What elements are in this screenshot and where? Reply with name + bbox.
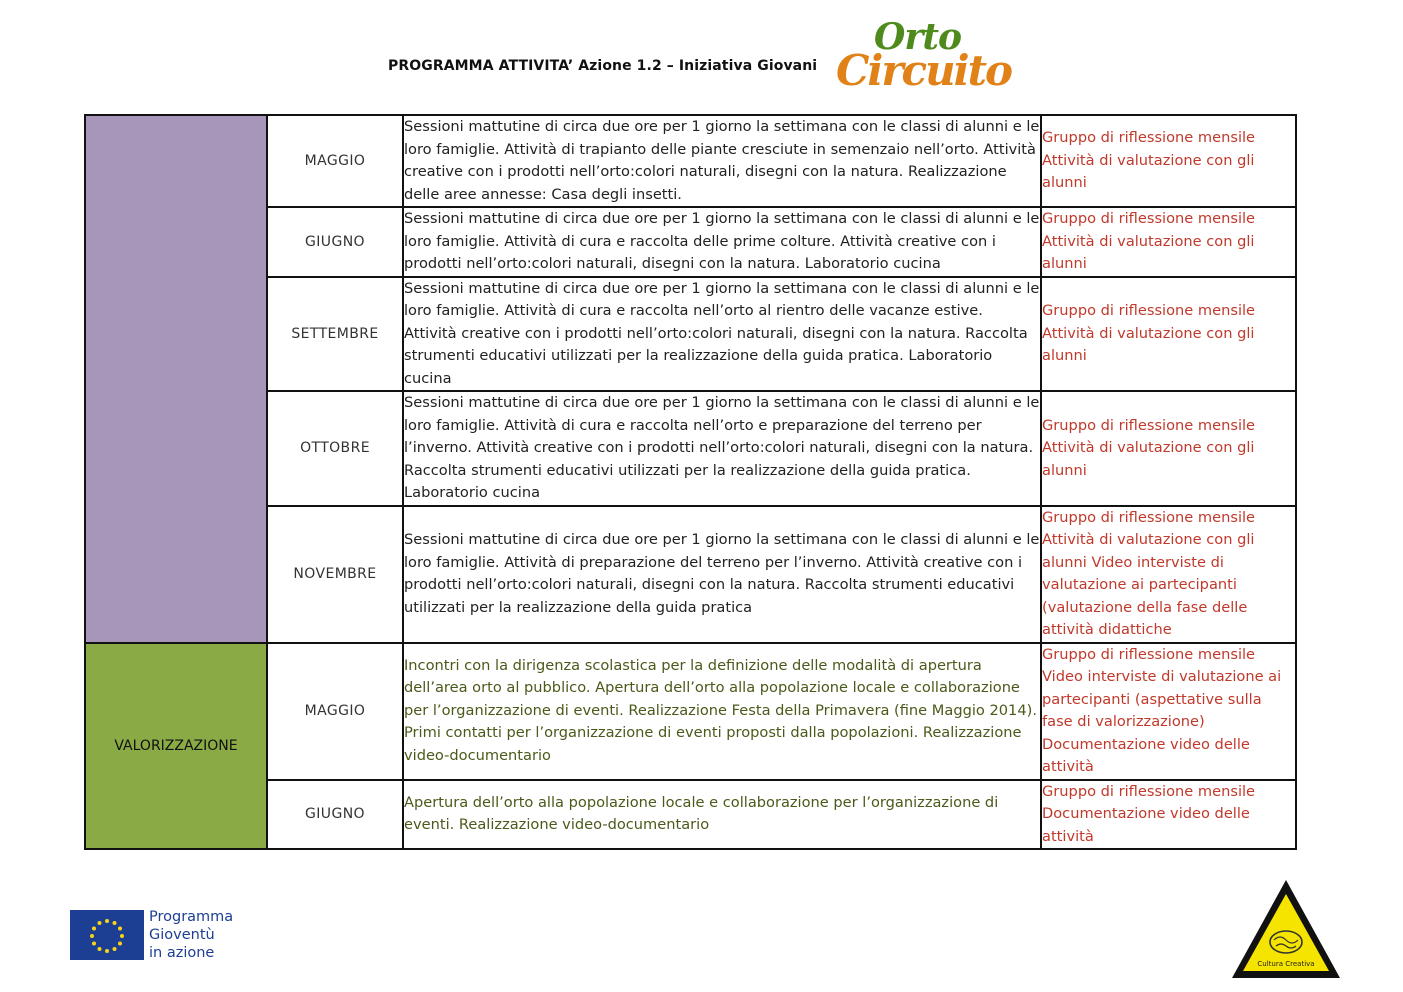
month-cell: OTTOBRE <box>267 391 403 506</box>
page-title: PROGRAMMA ATTIVITA’ Azione 1.2 – Iniziativa Giovani <box>388 58 818 74</box>
activity-program-table <box>84 114 1297 850</box>
description-cell: Incontri con la dirigenza scolastica per la definizione delle modalità di apertura dell’area orto al pubblico. Apertura dell’orto alla popolazione locale e collaborazione per l’organizzazione di eventi. Realizzazione Festa della Primavera (fine Maggio 2014). Primi contatti per l’organizzazione di eventi proposti dalla popolazioni. Realizzazione video-documentario <box>403 643 1041 780</box>
month-cell: GIUGNO <box>267 780 403 850</box>
month-cell: SETTEMBRE <box>267 277 403 392</box>
cultura-creativa-warning-logo <box>1230 878 1342 980</box>
notes-cell: Gruppo di riflessione mensile Attività di valutazione con gli alunni <box>1041 207 1296 277</box>
logo-line-2: Circuito <box>836 46 1011 95</box>
table-row <box>85 115 1296 207</box>
description-cell: Sessioni mattutine di circa due ore per 1 giorno la settimana con le classi di alunni e le loro famiglie. Attività di preparazione del terreno per l’inverno. Attività creative con i prodotti nell’orto:colori naturali, disegni con la natura. Raccolta strumenti educativi utilizzati per la realizzazione della guida pratica <box>403 506 1041 643</box>
phase-cell-first <box>85 115 267 643</box>
notes-cell: Gruppo di riflessione mensile Attività di valutazione con gli alunni <box>1041 277 1296 392</box>
table-row <box>85 391 1296 506</box>
month-cell: NOVEMBRE <box>267 506 403 643</box>
notes-cell: Gruppo di riflessione mensile Video interviste di valutazione ai partecipanti (aspettative sulla fase di valorizzazione) Documentazione video delle attività <box>1041 643 1296 780</box>
logo-line-1: Orto <box>874 16 961 58</box>
table-row <box>85 207 1296 277</box>
notes-cell: Gruppo di riflessione mensile Attività di valutazione con gli alunni <box>1041 391 1296 506</box>
eu-flag-icon <box>70 910 144 960</box>
eu-youth-in-action-logo <box>70 908 270 962</box>
description-cell: Sessioni mattutine di circa due ore per 1 giorno la settimana con le classi di alunni e le loro famiglie. Attività di cura e raccolta nell’orto e preparazione del terreno per l’inverno. Attività creative con i prodotti nell’orto:colori naturali, disegni con la natura. Raccolta strumenti educativi utilizzati per la realizzazione della guida pratica. Laboratorio cucina <box>403 391 1041 506</box>
description-cell: Sessioni mattutine di circa due ore per 1 giorno la settimana con le classi di alunni e le loro famiglie. Attività di cura e raccolta delle prime colture. Attività creative con i prodotti nell’orto:colori naturali, disegni con la natura. Laboratorio cucina <box>403 207 1041 277</box>
description-cell: Sessioni mattutine di circa due ore per 1 giorno la settimana con le classi di alunni e le loro famiglie. Attività di cura e raccolta nell’orto al rientro delle vacanze estive. Attività creative con i prodotti nell’orto:colori naturali, disegni con la natura. Raccolta strumenti educativi utilizzati per la realizzazione della guida pratica. Laboratorio cucina <box>403 277 1041 392</box>
eu-text-line-3: in azione <box>149 945 215 961</box>
notes-cell: Gruppo di riflessione mensile Attività di valutazione con gli alunni Video interviste di valutazione ai partecipanti (valutazione della fase delle attività didattiche <box>1041 506 1296 643</box>
table-row <box>85 277 1296 392</box>
orto-circuito-logo <box>834 16 1011 96</box>
month-cell: GIUGNO <box>267 207 403 277</box>
notes-cell: Gruppo di riflessione mensile Attività di valutazione con gli alunni <box>1041 115 1296 207</box>
badge-text: Cultura Creativa <box>1257 960 1315 968</box>
table-row <box>85 780 1296 850</box>
notes-cell: Gruppo di riflessione mensile Documentazione video delle attività <box>1041 780 1296 850</box>
month-cell: MAGGIO <box>267 643 403 780</box>
eu-text-line-1: Programma <box>149 909 234 925</box>
table-row <box>85 506 1296 643</box>
phase-cell-valorizzazione: VALORIZZAZIONE <box>85 643 267 850</box>
table-row <box>85 643 1296 780</box>
description-cell: Apertura dell’orto alla popolazione locale e collaborazione per l’organizzazione di eventi. Realizzazione video-documentario <box>403 780 1041 850</box>
eu-text-line-2: Gioventù <box>149 927 215 943</box>
description-cell: Sessioni mattutine di circa due ore per 1 giorno la settimana con le classi di alunni e le loro famiglie. Attività di trapianto delle piante cresciute in semenzaio nell’orto. Attività creative con i prodotti nell’orto:colori naturali, disegni con la natura. Realizzazione delle aree annesse: Casa degli insetti. <box>403 115 1041 207</box>
month-cell: MAGGIO <box>267 115 403 207</box>
